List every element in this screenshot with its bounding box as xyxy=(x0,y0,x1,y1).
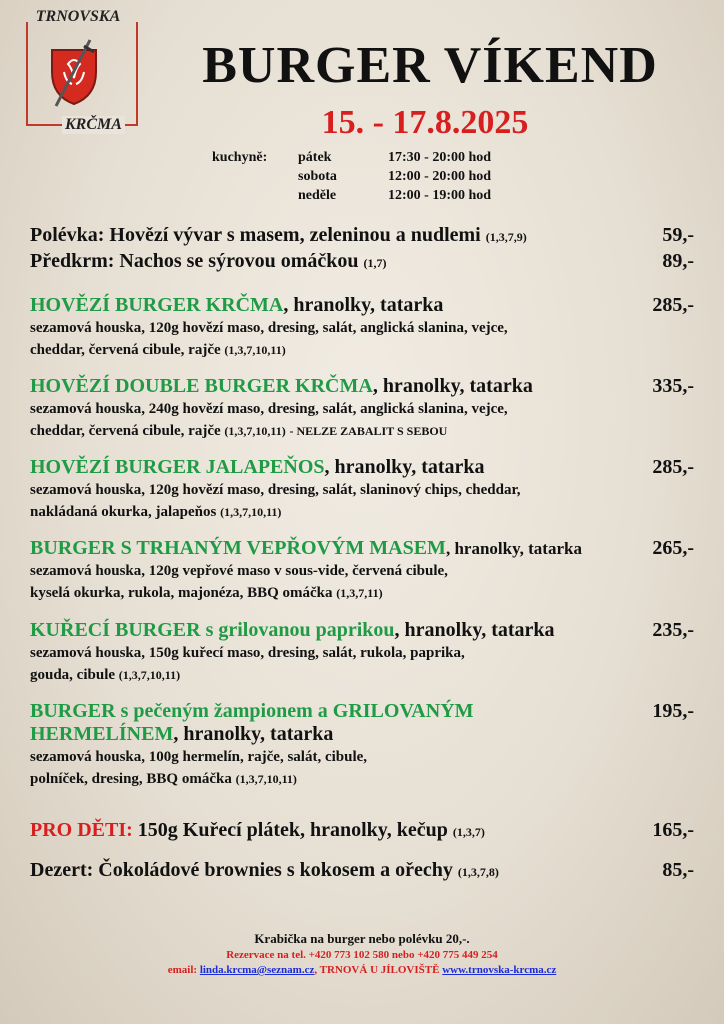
dessert-allergens: (1,3,7,8) xyxy=(457,865,499,879)
burger-desc: sezamová houska, 120g hovězí maso, dresing, salát, anglická slanina, vejce, xyxy=(30,320,508,336)
menu-item-kids xyxy=(30,819,694,842)
burger-sides: , hranolky, tatarka xyxy=(394,619,555,641)
burger-allergens: (1,3,7,10,11) xyxy=(235,772,297,786)
menu-item-burger xyxy=(30,619,694,686)
address: , TRNOVÁ U JÍLOVIŠTĚ xyxy=(314,964,440,976)
hours-day: sobota xyxy=(298,169,337,184)
takeaway-note: - NELZE ZABALIT S SEBOU xyxy=(289,424,448,438)
burger-sides: , hranolky, tatarka xyxy=(173,723,334,745)
burger-desc: nakládaná okurka, jalapeňos xyxy=(30,504,217,520)
hours-row xyxy=(212,150,528,169)
menu-item-dessert xyxy=(30,859,694,882)
email-link[interactable]: linda.krcma@seznam.cz xyxy=(199,964,315,976)
burger-name: HOVĚZÍ BURGER JALAPEŇOS xyxy=(30,456,325,478)
burger-allergens: (1,3,7,10,11) xyxy=(220,505,282,519)
logo-bottom-text: KRČMA xyxy=(62,116,125,134)
burger-allergens: (1,3,7,10,11) xyxy=(118,668,181,682)
burger-desc: sezamová houska, 120g vepřové maso v sous-vide, červená cibule, xyxy=(30,563,448,579)
soup-label: Polévka: Hovězí vývar s masem, zeleninou a nudlemi xyxy=(30,224,481,246)
kitchen-label: kuchyně: xyxy=(212,150,268,165)
hours-time: 12:00 - 20:00 hod xyxy=(388,169,492,184)
burger-allergens: (1,3,7,11) xyxy=(336,586,383,600)
burger-desc: sezamová houska, 240g hovězí maso, dresing, salát, anglická slanina, vejce, xyxy=(30,401,508,417)
website-link[interactable]: www.trnovska-krcma.cz xyxy=(442,964,557,976)
burger-price: 235,- xyxy=(652,619,694,641)
menu-item-starter xyxy=(30,250,694,273)
burger-sides: , hranolky, tatarka xyxy=(445,539,582,558)
soup-price: 59,- xyxy=(662,224,694,246)
logo-top-text: TRNOVSKA xyxy=(35,8,121,25)
burger-desc: kyselá okurka, rukola, majonéza, BBQ omáčka xyxy=(30,585,333,601)
burger-price: 195,- xyxy=(652,700,694,722)
burger-name: HOVĚZÍ DOUBLE BURGER KRČMA xyxy=(30,375,373,397)
starter-allergens: (1,7) xyxy=(363,256,387,270)
restaurant-logo xyxy=(22,8,142,134)
burger-name-cont: HERMELÍNEM xyxy=(30,723,174,745)
burger-price: 285,- xyxy=(652,456,694,478)
kids-allergens: (1,3,7) xyxy=(452,825,485,839)
burger-sides: , hranolky, tatarka xyxy=(372,375,533,397)
reservation-info: Rezervace na tel. +420 773 102 580 nebo +420 775 449 254 xyxy=(226,949,498,961)
menu-item-burger xyxy=(30,375,694,442)
hours-row xyxy=(212,169,528,188)
burger-desc: cheddar, červená cibule, rajče xyxy=(30,342,221,358)
burger-desc: sezamová houska, 100g hermelín, rajče, salát, cibule, xyxy=(30,749,368,765)
starter-label: Předkrm: Nachos se sýrovou omáčkou xyxy=(30,250,359,272)
dessert-price: 85,- xyxy=(662,859,694,881)
menu-item-mushroom-burger xyxy=(30,700,694,790)
burger-allergens: (1,3,7,10,11) xyxy=(224,424,286,438)
box-note: Krabička na burger nebo polévku 20,-. xyxy=(254,931,470,946)
email-label: email: xyxy=(167,964,198,976)
kids-price: 165,- xyxy=(652,819,694,841)
burger-sides: , hranolky, tatarka xyxy=(324,456,485,478)
shield-sword-icon xyxy=(44,38,104,108)
burger-desc: sezamová houska, 120g hovězí maso, dresing, salát, slaninový chips, cheddar, xyxy=(30,482,521,498)
burger-desc: polníček, dresing, BBQ omáčka xyxy=(30,771,232,787)
burger-sides: , hranolky, tatarka xyxy=(283,294,444,316)
dessert-label: Dezert: Čokoládové brownies s kokosem a ořechy xyxy=(30,859,453,881)
hours-row xyxy=(212,188,528,207)
kids-label: PRO DĚTI: xyxy=(30,819,133,841)
burger-allergens: (1,3,7,10,11) xyxy=(224,343,286,357)
page-title: BURGER VÍKEND xyxy=(202,37,658,94)
kids-text: 150g Kuřecí plátek, hranolky, kečup xyxy=(137,819,448,841)
burger-price: 265,- xyxy=(652,537,694,559)
kitchen-hours xyxy=(212,150,528,207)
burger-desc: gouda, cibule xyxy=(30,667,116,683)
burger-name: KUŘECÍ BURGER s grilovanou paprikou xyxy=(30,619,395,641)
footer xyxy=(0,930,724,978)
starter-price: 89,- xyxy=(662,250,694,272)
burger-desc: cheddar, červená cibule, rajče xyxy=(30,423,221,439)
burger-name: BURGER s pečeným žampionem a GRILOVANÝM xyxy=(30,700,474,722)
burger-name: HOVĚZÍ BURGER KRČMA xyxy=(30,294,284,316)
menu-item-burger xyxy=(30,294,694,361)
hours-day: neděle xyxy=(298,188,337,203)
burger-price: 285,- xyxy=(652,294,694,316)
hours-time: 17:30 - 20:00 hod xyxy=(388,150,492,165)
menu-item-burger xyxy=(30,456,694,523)
menu-item-burger xyxy=(30,537,694,604)
event-date: 15. - 17.8.2025 xyxy=(321,104,529,141)
menu-item-soup xyxy=(30,224,694,247)
burger-desc: sezamová houska, 150g kuřecí maso, dresing, salát, rukola, paprika, xyxy=(30,645,465,661)
burger-price: 335,- xyxy=(652,375,694,397)
burger-name: BURGER S TRHANÝM VEPŘOVÝM MASEM xyxy=(30,537,446,559)
hours-day: pátek xyxy=(298,150,332,165)
contact-line xyxy=(0,963,724,978)
soup-allergens: (1,3,7,9) xyxy=(485,230,527,244)
hours-time: 12:00 - 19:00 hod xyxy=(388,188,492,203)
